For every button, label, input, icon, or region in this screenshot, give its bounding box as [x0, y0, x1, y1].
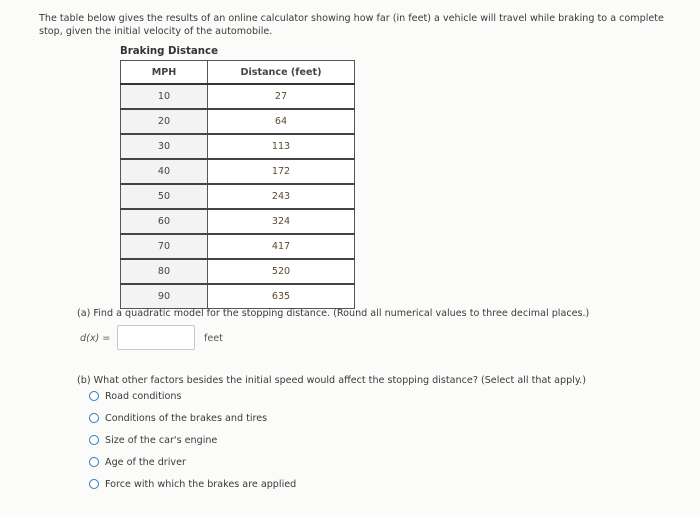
mph-cell: 30 — [121, 134, 208, 159]
part-a-question: (a) Find a quadratic model for the stopping distance. (Round all numerical values to three decimal places.) — [77, 308, 590, 319]
table-row — [121, 134, 355, 159]
table-row — [121, 284, 355, 309]
table-caption: Braking Distance — [120, 46, 218, 57]
mph-cell: 20 — [121, 109, 208, 134]
table-row — [121, 109, 355, 134]
distance-cell: 324 — [208, 209, 355, 234]
option-label: Road conditions — [105, 390, 182, 402]
distance-cell: 520 — [208, 259, 355, 284]
mph-header: MPH — [121, 61, 208, 85]
model-answer-input[interactable] — [117, 325, 195, 350]
distance-cell: 635 — [208, 284, 355, 309]
distance-cell: 64 — [208, 109, 355, 134]
distance-cell: 417 — [208, 234, 355, 259]
table-row — [121, 209, 355, 234]
option-label: Age of the driver — [105, 456, 186, 468]
mph-cell: 90 — [121, 284, 208, 309]
distance-cell: 113 — [208, 134, 355, 159]
table-row — [121, 159, 355, 184]
problem-intro: The table below gives the results of an online calculator showing how far (in feet) a vehicle will travel while braking to a complete stop, given the initial velocity of the automobile. — [39, 13, 664, 37]
option-label: Conditions of the brakes and tires — [105, 412, 268, 424]
option-driver-age[interactable] — [89, 455, 186, 469]
checkbox-icon[interactable] — [89, 413, 99, 423]
mph-cell: 60 — [121, 209, 208, 234]
table-row — [121, 84, 355, 109]
distance-cell: 243 — [208, 184, 355, 209]
table-row — [121, 184, 355, 209]
unit-label: feet — [204, 333, 223, 344]
mph-cell: 50 — [121, 184, 208, 209]
checkbox-icon[interactable] — [89, 435, 99, 445]
option-brake-force[interactable] — [89, 477, 296, 491]
table-row — [121, 234, 355, 259]
mph-cell: 10 — [121, 84, 208, 109]
option-engine-size[interactable] — [89, 433, 217, 447]
model-label: d(x) = — [80, 333, 111, 344]
option-label: Force with which the brakes are applied — [105, 478, 297, 490]
part-b-question: (b) What other factors besides the initial speed would affect the stopping distance? (Select all that apply.) — [77, 375, 586, 386]
distance-header: Distance (feet) — [208, 61, 355, 85]
checkbox-icon[interactable] — [89, 391, 99, 401]
distance-cell: 27 — [208, 84, 355, 109]
mph-cell: 80 — [121, 259, 208, 284]
checkbox-icon[interactable] — [89, 457, 99, 467]
option-brakes-tires[interactable] — [89, 411, 267, 425]
option-road-conditions[interactable] — [89, 389, 181, 403]
table-row — [121, 259, 355, 284]
mph-cell: 70 — [121, 234, 208, 259]
checkbox-icon[interactable] — [89, 479, 99, 489]
option-label: Size of the car's engine — [105, 434, 218, 446]
distance-cell: 172 — [208, 159, 355, 184]
mph-cell: 40 — [121, 159, 208, 184]
braking-distance-table — [120, 60, 355, 309]
